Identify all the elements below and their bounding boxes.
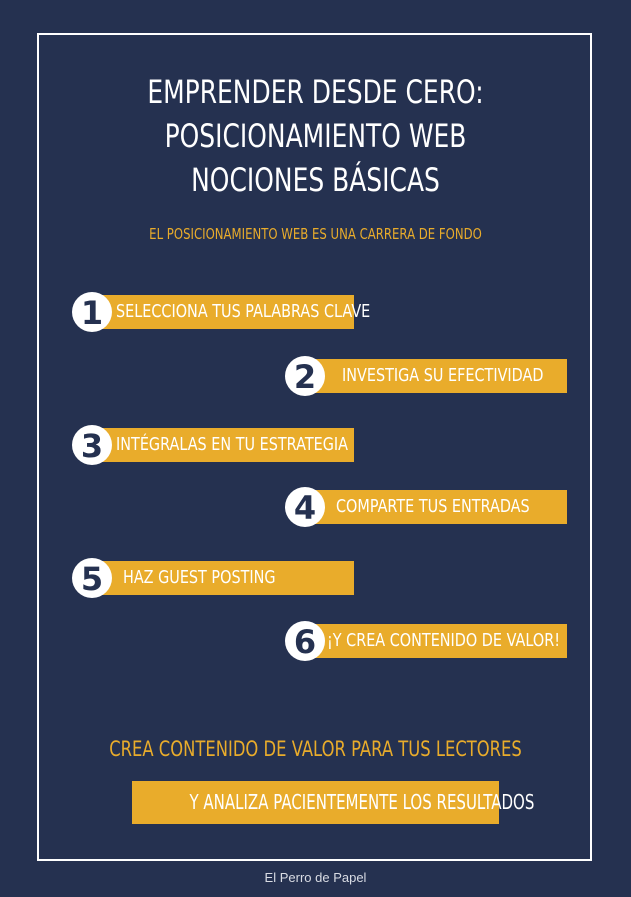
step-4 xyxy=(285,487,567,527)
step-5-label: HAZ GUEST POSTING xyxy=(123,567,276,588)
step-2-label: INVESTIGA SU EFECTIVIDAD xyxy=(342,365,544,386)
step-2-number: 2 xyxy=(285,356,325,396)
cta-line-1: CREA CONTENIDO DE VALOR PARA TUS LECTORES xyxy=(109,737,522,761)
step-5 xyxy=(72,558,354,598)
step-1 xyxy=(72,292,371,332)
step-6-number: 6 xyxy=(285,621,325,661)
step-3 xyxy=(72,425,354,465)
step-4-number: 4 xyxy=(285,487,325,527)
step-5-number: 5 xyxy=(72,558,112,598)
title-line-2: POSICIONAMIENTO WEB xyxy=(164,117,467,155)
cta-line-2: Y ANALIZA PACIENTEMENTE LOS RESULTADOS xyxy=(189,790,535,814)
step-4-bar xyxy=(307,490,567,524)
step-1-number: 1 xyxy=(72,292,112,332)
step-1-bar xyxy=(94,295,371,329)
title-line-1: EMPRENDER DESDE CERO: xyxy=(147,73,484,111)
footer-credit: El Perro de Papel xyxy=(264,870,367,885)
step-6-bar xyxy=(307,624,567,658)
step-3-label: INTÉGRALAS EN TU ESTRATEGIA xyxy=(116,434,348,455)
subtitle: EL POSICIONAMIENTO WEB ES UNA CARRERA DE FONDO xyxy=(149,225,482,243)
step-6-label: ¡Y CREA CONTENIDO DE VALOR! xyxy=(327,630,560,651)
step-1-label: SELECCIONA TUS PALABRAS CLAVE xyxy=(116,301,371,322)
step-6 xyxy=(285,621,567,661)
step-3-number: 3 xyxy=(72,425,112,465)
page-title xyxy=(98,70,532,202)
step-4-label: COMPARTE TUS ENTRADAS xyxy=(336,496,530,517)
step-2 xyxy=(285,356,567,396)
title-line-3: NOCIONES BÁSICAS xyxy=(191,161,440,199)
step-5-bar xyxy=(94,561,354,595)
cta-line-2-box xyxy=(132,781,535,824)
step-2-bar xyxy=(307,359,567,393)
step-3-bar xyxy=(94,428,354,462)
